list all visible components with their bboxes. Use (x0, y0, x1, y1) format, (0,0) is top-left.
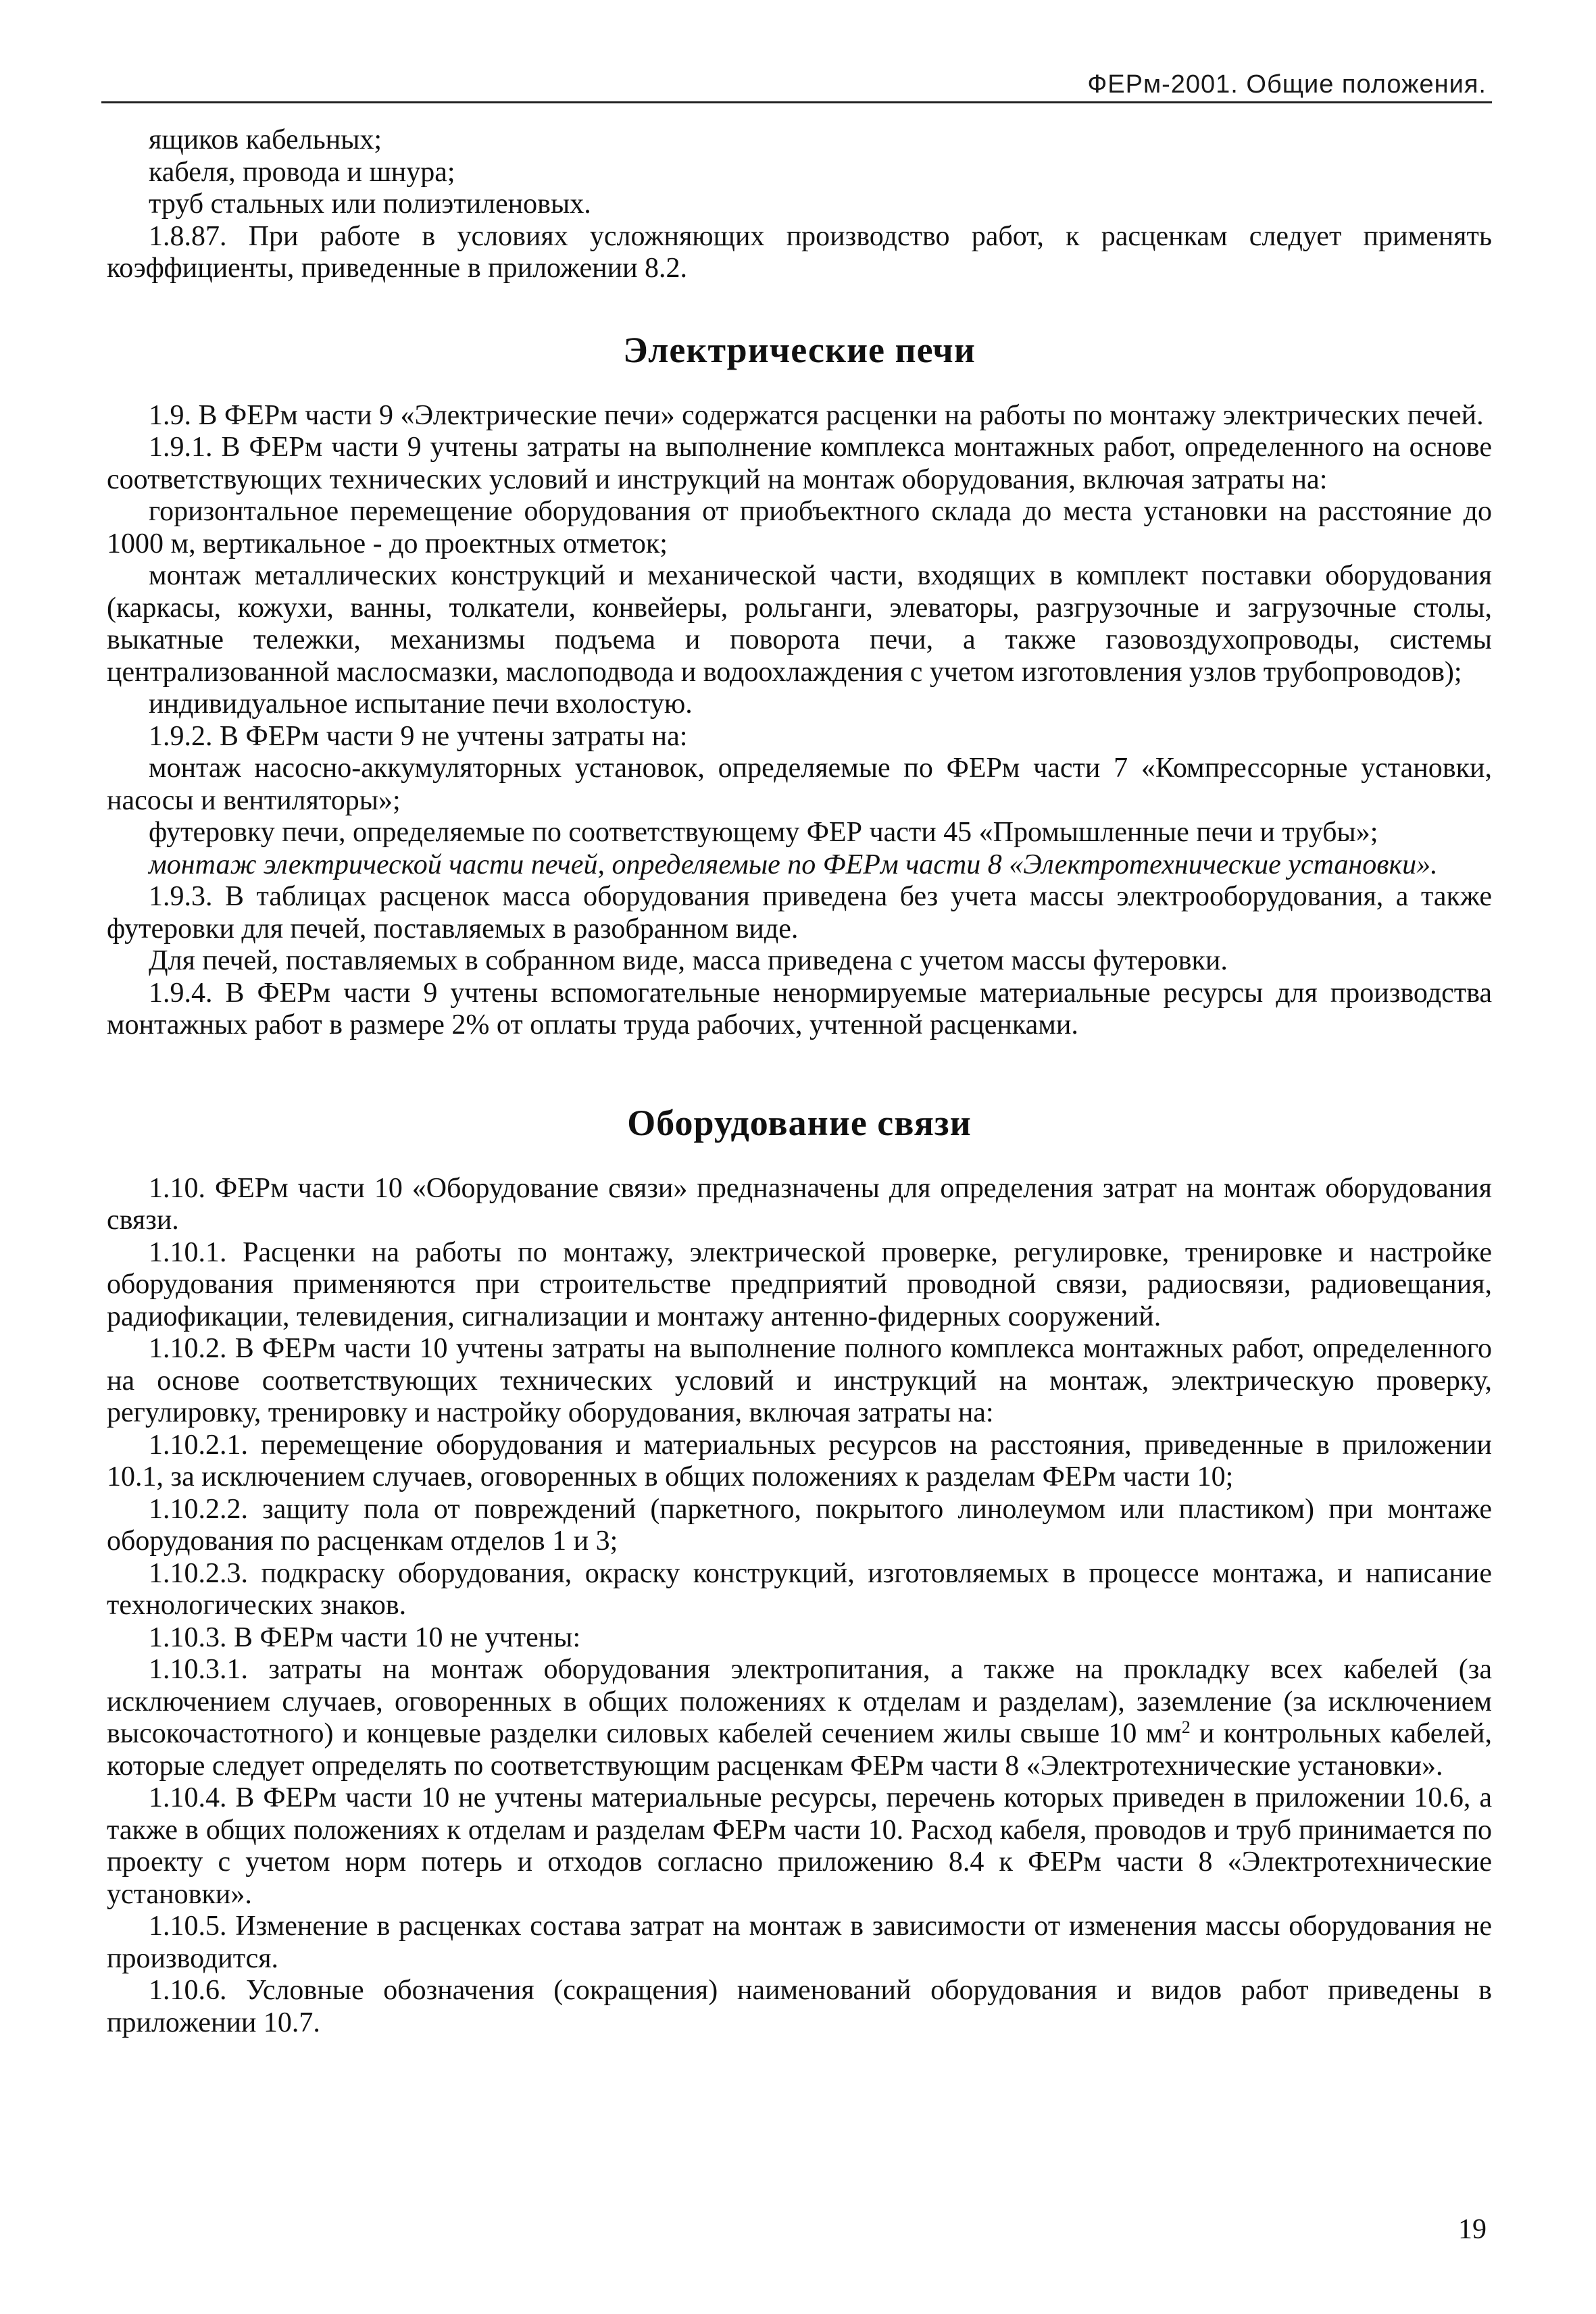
list-item: ящиков кабельных; (149, 124, 382, 155)
paragraph: 1.10.2.1. перемещение оборудования и материальных ресурсов на расстояния, приведенные в приложении 10.1, за исключением случаев, оговоренных в общих положениях к разделам ФЕРм части 10; (107, 1429, 1492, 1492)
list-item: монтаж насосно-аккумуляторных установок, определяемые по ФЕРм части 7 «Компрессорные установки, насосы и вентиляторы»; (107, 753, 1492, 816)
section-heading: Электрические печи (623, 329, 976, 370)
paragraph: 1.10.6. Условные обозначения (сокращения) наименований оборудования и видов работ приведены в приложении 10.7. (107, 1975, 1492, 2038)
paragraph: 1.9.3. В таблицах расценок масса оборудования приведена без учета массы электрооборудования, а также футеровки для печей, поставляемых в разобранном виде. (107, 881, 1492, 945)
list-item: футеровку печи, определяемые по соответствующему ФЕР части 45 «Промышленные печи и трубы»; (149, 817, 1378, 848)
list-item: индивидуальное испытание печи вхолостую. (149, 688, 693, 720)
paragraph: 1.8.87. При работе в условиях усложняющих производство работ, к расценкам следует применять коэффициенты, приведенные в приложении 8.2. (107, 220, 1492, 284)
list-item: кабеля, провода и шнура; (149, 156, 455, 188)
paragraph: 1.9. В ФЕРм части 9 «Электрические печи» содержатся расценки на работы по монтажу электрических печей. (149, 399, 1484, 431)
paragraph: 1.9.2. В ФЕРм части 9 не учтены затраты на: (149, 720, 688, 752)
section-heading: Оборудование связи (627, 1102, 972, 1143)
paragraph: 1.9.1. В ФЕРм части 9 учтены затраты на выполнение комплекса монтажных работ, определенного на основе соответствующих технических условий и инструкций на монтаж оборудования, включая затраты на: (107, 432, 1492, 495)
paragraph: 1.10. ФЕРм части 10 «Оборудование связи» предназначены для определения затрат на монтаж оборудования связи. (107, 1172, 1492, 1236)
running-header: ФЕРм-2001. Общие положения. (1087, 70, 1487, 99)
paragraph: 1.10.1. Расценки на работы по монтажу, электрической проверке, регулировке, тренировке и настройке оборудования применяются при строительстве предприятий проводной связи, радиосвязи, радиовещания, радиофикации, телевидения, сигнализации и монтажу антенно-фидерных сооружений. (107, 1236, 1492, 1332)
paragraph: 1.10.5. Изменение в расценках состава затрат на монтаж в зависимости от изменения массы оборудования не производится. (107, 1911, 1492, 1974)
paragraph-text: и контрольных кабелей, которые следует определять по соответствующим расценкам ФЕРм части 8 «Электротехнические установки». (107, 1718, 1492, 1782)
paragraph: 1.10.2.2. защиту пола от повреждений (паркетного, покрытого линолеумом или пластиком) при монтаже оборудования по расценкам отделов 1 и 3; (107, 1493, 1492, 1557)
paragraph: 1.10.2. В ФЕРм части 10 учтены затраты на выполнение полного комплекса монтажных работ, определенного на основе соответствующих технических условий и инструкций на монтаж, электрическую проверку, регулировку, тренировку и настройку оборудования, включая затраты на: (107, 1333, 1492, 1428)
list-item: монтаж электрической части печей, определяемые по ФЕРм части 8 «Электротехнические установки». (149, 849, 1438, 880)
document-body (107, 124, 1492, 2039)
header-rule (101, 101, 1492, 103)
paragraph (107, 1654, 1492, 1782)
paragraph: 1.10.3. В ФЕРм части 10 не учтены: (149, 1621, 581, 1653)
list-item: монтаж металлических конструкций и механической части, входящих в комплект поставки оборудования (каркасы, кожухи, ванны, толкатели, конвейеры, рольганги, элеваторы, разгрузочные и загрузочные столы, выкатные тележки, механизмы подъема и поворота печи, а также газовоздухопроводы, системы централизованной маслосмазки, маслоподвода и водоохлаждения с учетом изготовления узлов трубопроводов); (107, 560, 1492, 688)
page-number: 19 (1458, 2214, 1487, 2245)
paragraph-text: 1.10.3.1. затраты на монтаж оборудования электропитания, а также на прокладку всех кабелей (за исключением случаев, оговоренных в общих положениях к отделам и разделам), заземление (за исключением высокочастотного) и концевые разделки силовых кабелей сечением жилы свыше 10 мм (107, 1654, 1492, 1749)
superscript: 2 (1181, 1717, 1191, 1737)
paragraph: Для печей, поставляемых в собранном виде, масса приведена с учетом массы футеровки. (149, 945, 1228, 976)
list-item: труб стальных или полиэтиленовых. (149, 188, 591, 220)
list-item: горизонтальное перемещение оборудования от приобъектного склада до места установки на расстояние до 1000 м, вертикальное - до проектных отметок; (107, 496, 1492, 559)
paragraph: 1.10.2.3. подкраску оборудования, окраску конструкций, изготовляемых в процессе монтажа, и написание технологических знаков. (107, 1557, 1492, 1621)
paragraph: 1.10.4. В ФЕРм части 10 не учтены материальные ресурсы, перечень которых приведен в приложении 10.6, а также в общих положениях к отделам и разделам ФЕРм части 10. Расход кабеля, проводов и труб принимается по проекту с учетом норм потерь и отходов согласно приложению 8.4 к ФЕРм части 8 «Электротехнические установки». (107, 1782, 1492, 1910)
paragraph: 1.9.4. В ФЕРм части 9 учтены вспомогательные ненормируемые материальные ресурсы для производства монтажных работ в размере 2% от оплаты труда рабочих, учтенной расценками. (107, 977, 1492, 1040)
